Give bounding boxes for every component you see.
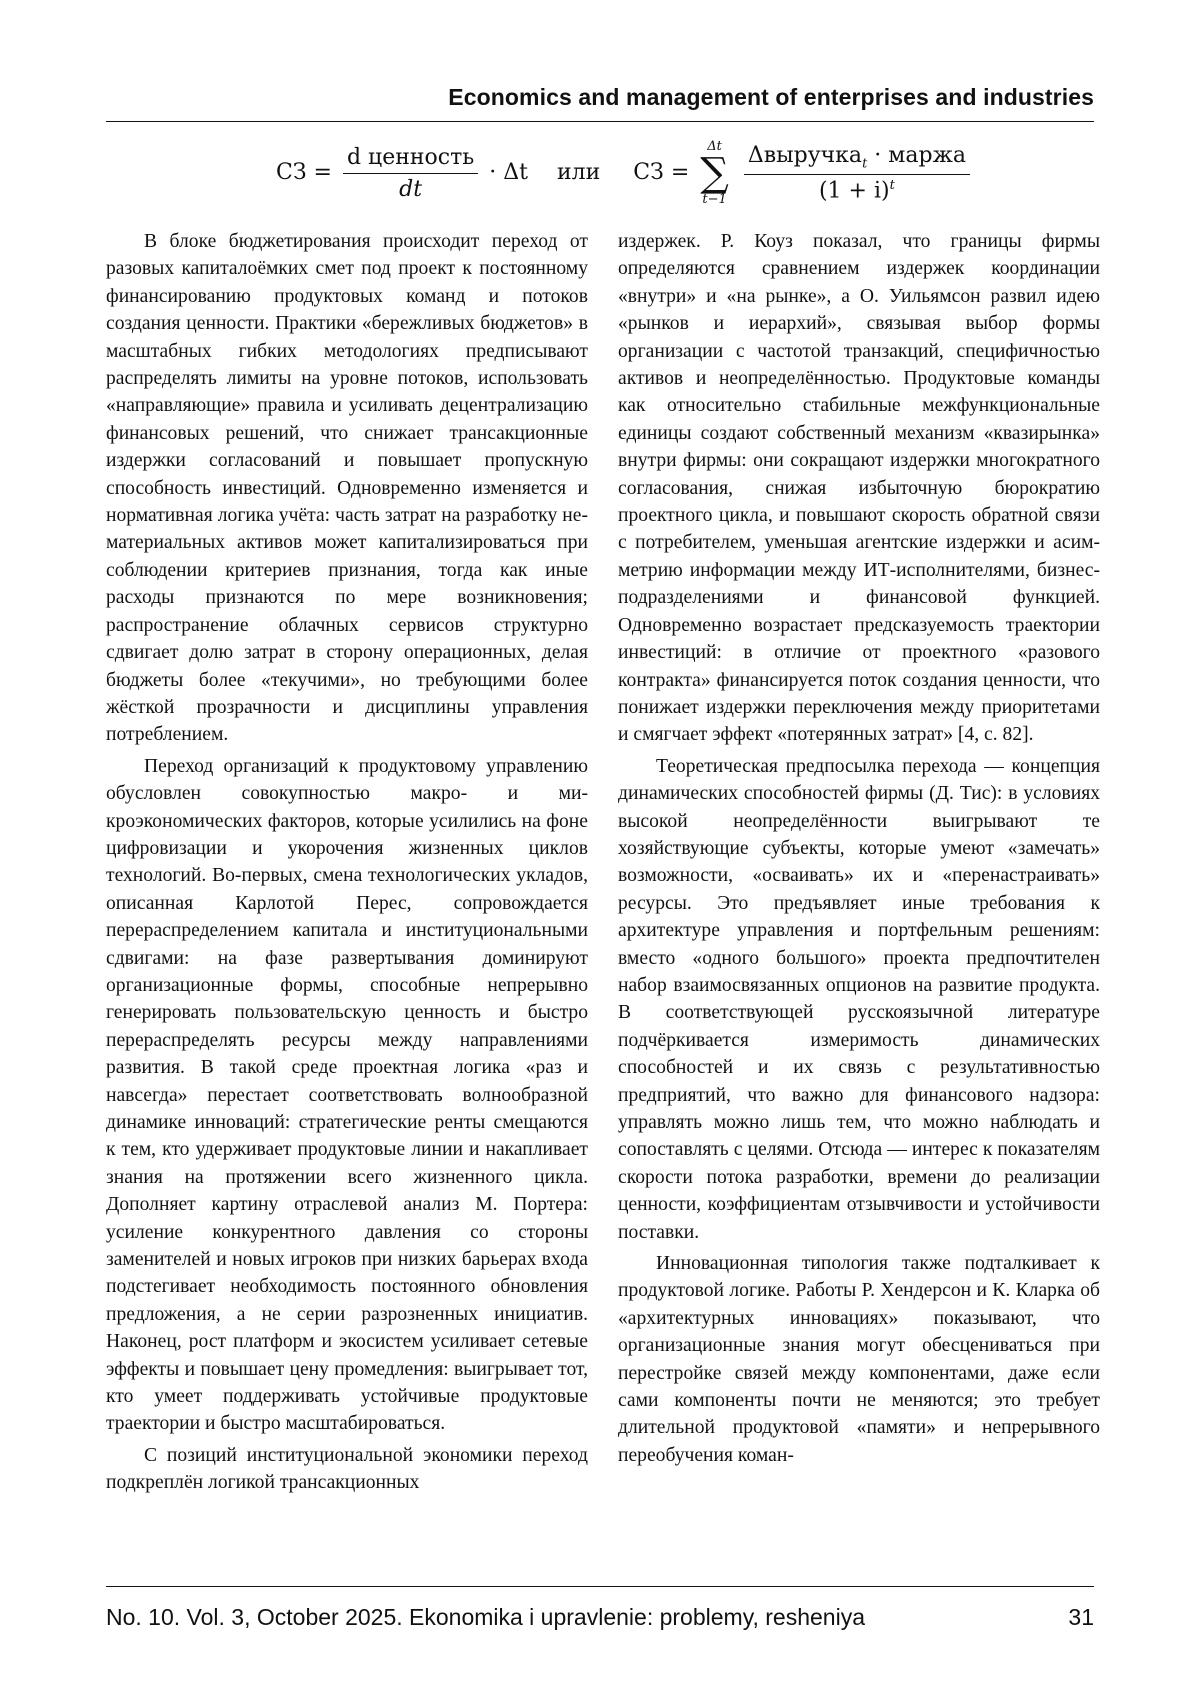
right-column bbox=[618, 228, 1100, 1469]
formula-sigma: ∑ bbox=[700, 150, 729, 196]
paragraph: издержек. Р. Коуз показал, что границы фирмы определяются сравнением издержек координации «внутри» и «на рынке», а О. Уильямсон развил идею «рынков и иерархий», связывая выбор формы организации с частотой транзакций, специфичностью активов и неопределённостью. Продуктовые команды как относительно стабильные межфункциональные единицы создают собственный механизм «квазирынка» внутри фирмы: они сокращают издержки многократного согласования, снижая избыточную бюрократию проектного цикла, и повышают скорость обратной связи с потребителем, уменьшая агентские издержки и асимметрию информации между ИТ-исполнителями, бизнес-подразделениями и финансовой функцией. Одновременно возрастает предсказуемость траектории инвестиций: в отличие от проектного «разового контракта» финансируется поток создания ценности, что понижает издержки переключения между приоритетами и смягчает эффект «потерянных затрат» [4, с. 82]. bbox=[618, 231, 1100, 746]
paragraph: Инновационная типология также подталкивает к продуктовой логике. Работы Р. Хендерсон и К. Кларка об «архитектурных инновациях» показывают, что организационные знания могут обесцениваться при перестройке связей между компонентами, даже если сами компоненты почти не меняются; это требует длительной продуктовой «памяти» и непрерывного переобучения коман- bbox=[618, 1253, 1100, 1466]
formula-times-dt: · Δt bbox=[489, 160, 528, 185]
formula-discount-exponent: t bbox=[889, 178, 895, 194]
formula-sum bbox=[700, 140, 729, 206]
footer bbox=[106, 1604, 1094, 1631]
journal-citation: No. 10. Vol. 3, October 2025. Ekonomika i upravlenie: problemy, resheniya bbox=[106, 1604, 865, 1630]
formula-lhs-1: СЗ = bbox=[276, 160, 332, 185]
paragraph: Переход организаций к продуктовому управлению обусловлен совокупностью макро- и микроэкономических факторов, которые усилились на фоне цифровизации и укорочения жизненных циклов технологий. Во-первых, смена технологических укладов, описанная Карлотой Перес, сопровождается перераспределением капитала и институциональными сдвигами: на фазе развертывания доминируют организационные формы, способные непрерывно генерировать пользовательскую ценность и быстро перераспределять ресурсы между направлениями развития. В такой среде проектная логика «раз и навсегда» перестает соответствовать волнообразной динамике инноваций: стратегические ренты смещаются к тем, кто удерживает продуктовые линии и накапливает знания на протяжении всего жизненного цикла. Дополняет картину отраслевой анализ М. Портера: усиление конкурентного давления со стороны заменителей и новых игроков при низких барьерах входа подстегивает необходимость постоянного обновления предложения, а не серии разрозненных инициатив. Наконец, рост платформ и экосистем усиливает сетевые эффекты и повышает цену промедления: выигрывает тот, кто умеет поддерживать устойчивые продуктовые траектории и быстро масштабироваться. bbox=[106, 755, 588, 1435]
formula-fraction-1 bbox=[343, 145, 478, 202]
formula-margin: · маржа bbox=[867, 142, 966, 168]
paragraph: С позиций институциональной экономики переход подкреплён логикой трансакционных bbox=[106, 1444, 588, 1494]
formula-fraction-2-numerator bbox=[744, 143, 970, 175]
footer-rule bbox=[106, 1586, 1094, 1587]
formula bbox=[0, 140, 1200, 216]
header-rule bbox=[106, 121, 1094, 122]
paragraph: В блоке бюджетирования происходит переход от разовых капиталоёмких смет под проект к постоянному финансированию продуктовых команд и потоков создания ценности. Практики «бережливых бюджетов» в масштабных гибких методологиях предписывают распределять лимиты на уровне потоков, использовать «направляющие» правила и усиливать децентрализацию финансовых решений, что снижает трансакционные издержки согласований и повышает пропускную способность инвестиций. Одновременно изменяется и нормативная логика учёта: часть затрат на разработку нематериальных активов может капитализироваться при соблюдении критериев признания, тогда как иные расходы признаются по мере возникновения; распространение облачных сервисов структурно сдвигает долю затрат в сторону операционных, делая бюджеты более «текучими», но требующими более жёсткой прозрачности и дисциплины управления потреблением. bbox=[106, 231, 588, 746]
formula-revenue-subscript: t bbox=[862, 156, 868, 172]
paragraph: Теоретическая предпосылка перехода — концепция динамических способностей фирмы (Д. Тис): в условиях высокой неопределённости выигрывают те хозяйствующие субъекты, которые умеют «замечать» возможности, «осваивать» их и «перенастраивать» ресурсы. Это предъявляет иные требования к архитектуре управления и портфельным решениям: вместо «одного большого» проекта предпочтителен набор взаимосвязанных опционов на развитие продукта. В соответствующей русскоязычной литературе подчёркивается измеримость динамических способностей и их связь с результативностью предприятий, что важно для финансового надзора: управлять можно лишь тем, что можно наблюдать и сопоставлять с целями. Отсюда — интерес к показателям скорости потока разработки, времени до реализации ценности, коэффициентам отзывчивости и устойчивости поставки. bbox=[618, 755, 1100, 1243]
formula-lhs-2: СЗ = bbox=[633, 160, 690, 185]
formula-revenue: Δвыручка bbox=[747, 142, 863, 168]
formula-sum-upper: Δt bbox=[707, 139, 722, 154]
formula-fraction-2 bbox=[744, 143, 970, 204]
formula-or-word: или bbox=[556, 160, 601, 185]
formula-fraction-1-denominator: dt bbox=[399, 176, 423, 202]
left-column bbox=[106, 228, 588, 1497]
formula-fraction-2-denominator bbox=[744, 175, 970, 203]
formula-expression bbox=[276, 140, 974, 206]
running-title: Economics and management of enterprises and industries bbox=[448, 84, 1094, 110]
formula-sum-lower: t−1 bbox=[702, 192, 727, 207]
formula-discount: (1 + i) bbox=[818, 178, 890, 204]
page-number: 31 bbox=[1068, 1604, 1094, 1630]
formula-fraction-1-numerator: d ценность bbox=[343, 145, 478, 174]
